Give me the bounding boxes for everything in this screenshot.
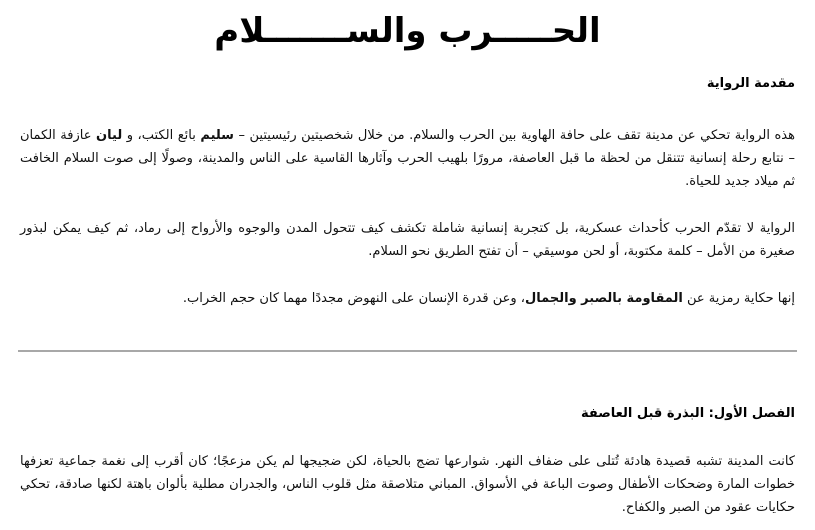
character-name-lian: ليان	[96, 128, 123, 143]
character-name-salim: سليم	[200, 128, 234, 143]
intro-paragraph-2: الرواية لا تقدّم الحرب كأحداث عسكرية، بل كتجربة إنسانية شاملة تكشف كيف تتحول المدن والوجوه والأرواح إلى رماد، ثم كيف يمكن لبذور صغيرة من الأمل – كلمة مكتوبة، أو لحن موسيقي – أن تفتح الطريق نحو السلام.	[20, 221, 795, 259]
section-divider	[18, 350, 797, 352]
emphasis-resistance: المقاومة بالصبر والجمال	[524, 291, 683, 306]
document-title: الحـــــرب والســـــــلام	[214, 11, 601, 51]
chapter-1-heading: الفصل الأول: البذرة قبل العاصفة	[581, 406, 795, 421]
intro-paragraph-1-part-b: بائع الكتب، و	[122, 128, 201, 143]
intro-paragraph-3	[20, 287, 795, 310]
chapter-1-paragraph-1: كانت المدينة تشبه قصيدة هادئة تُتلى على ضفاف النهر. شوارعها تضج بالحياة، لكن ضجيجها لم يكن مزعجًا؛ كان أقرب إلى نغمة جماعية تعزفها خطوات المارة وضحكات الأطفال وصوت الباعة في الأسواق. المباني متلاصقة مثل قلوب الناس، والجدران مطلية بألوان باهتة لكنها صادقة، تحكي حكايات عقود من الصبر والكفاح.	[20, 454, 795, 515]
intro-paragraph-3-part-a: إنها حكاية رمزية عن	[682, 291, 795, 306]
intro-paragraph-3-part-b: ، وعن قدرة الإنسان على النهوض مجددًا مهما كان حجم الخراب.	[182, 291, 525, 306]
intro-paragraph-1-part-c: عازفة الكمان – نتابع رحلة إنسانية تتنقل من لحظة ما قبل العاصفة، مرورًا بلهيب الحرب وآثارها القاسية على الناس والمدينة، وصولًا إلى صوت السلام الخافت ثم ميلاد جديد للحياة.	[20, 128, 795, 189]
intro-paragraph-1-part-a: هذه الرواية تحكي عن مدينة تقف على حافة الهاوية بين الحرب والسلام. من خلال شخصيتين رئيسيتين –	[233, 128, 795, 143]
intro-heading: مقدمة الرواية	[706, 76, 795, 91]
intro-paragraph-1	[20, 124, 795, 193]
